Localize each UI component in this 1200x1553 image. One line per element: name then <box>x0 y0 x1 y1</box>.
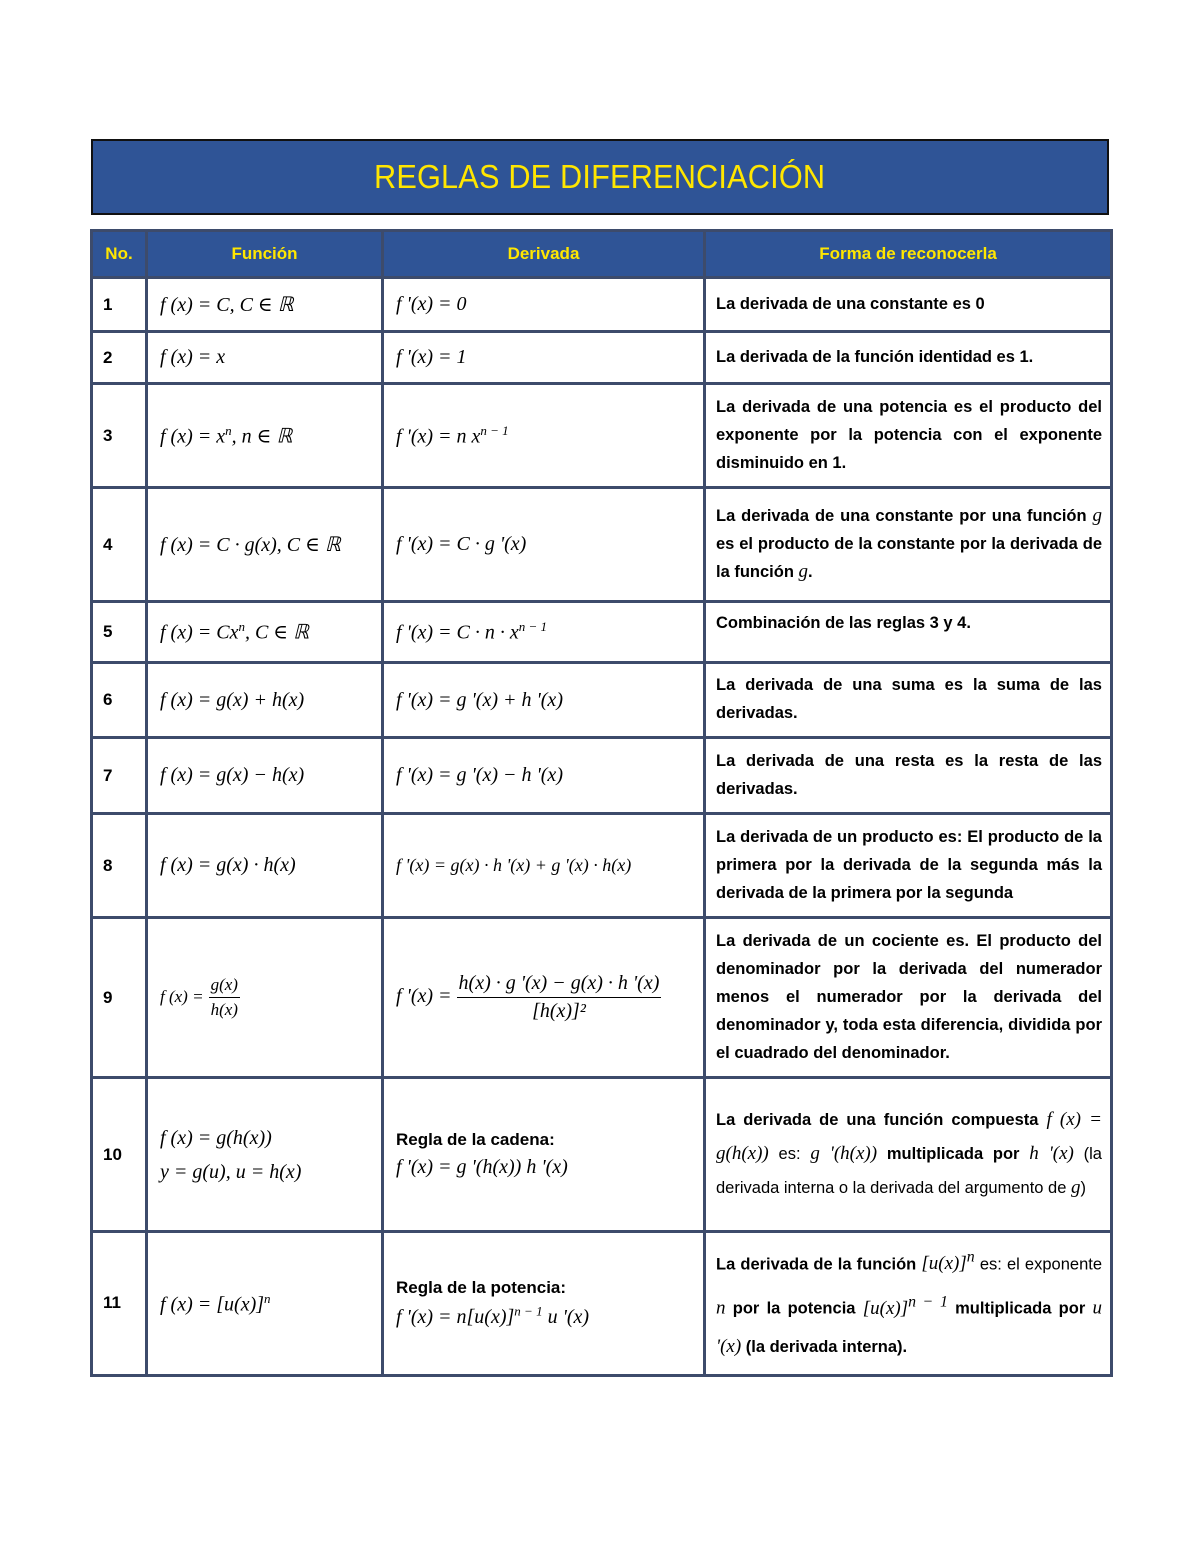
fraction: $\frac{h(x) \cdot g '(x) - g(x) \cdot h '(x)}{\text{[h(x)]²}}$ <box>458 972 660 1022</box>
fraction: $\frac{g(x)}{h(x)}$ <box>210 975 238 1019</box>
recognition-cell: La derivada de un producto es: El producto de la primera por la derivada de la segunda más la derivada de la primera por la segunda <box>705 814 1112 918</box>
header-no: No. <box>92 231 147 278</box>
function-cell: f (x) = $\frac{g(x)}{h(x)}$ <box>147 918 383 1078</box>
header-derivada: Derivada <box>383 231 705 278</box>
recognition-cell: La derivada de una potencia es el producto del exponente por la potencia con el exponente disminuido en 1. <box>705 384 1112 488</box>
table-row <box>92 814 1112 918</box>
chain-rule-label: Regla de la cadena: <box>396 1130 555 1149</box>
row-number: 3 <box>92 384 147 488</box>
table-row <box>92 332 1112 384</box>
function-cell: f (x) = g(x) + h(x) <box>147 663 383 738</box>
row-number: 5 <box>92 602 147 663</box>
table-row <box>92 1232 1112 1376</box>
derivative-cell: f '$(x) = C \cdot n \cdot x^{n - 1}$ <box>383 602 705 663</box>
function-cell: f (x) = g(x) · h(x) <box>147 814 383 918</box>
table-row <box>92 1078 1112 1232</box>
function-cell: f $(x) = x^n$, n ∈ ℝ <box>147 384 383 488</box>
table-row <box>92 602 1112 663</box>
table-row <box>92 918 1112 1078</box>
table-header-row <box>92 231 1112 278</box>
derivative-cell: f '(x) = C · g '(x) <box>383 488 705 602</box>
recognition-cell: La derivada de una función compuesta f (x) = g(h(x)) es: g '(h(x)) multiplicada por h '(x) (la derivada interna o la derivada del argumento de g) <box>705 1078 1112 1232</box>
power-rule-label: Regla de la potencia: <box>396 1277 567 1297</box>
derivative-cell: f '(x) = g '(x) − h '(x) <box>383 738 705 814</box>
row-number: 2 <box>92 332 147 384</box>
function-cell: f (x) = g(h(x)) y = g(u), u = h(x) <box>147 1078 383 1232</box>
row-number: 7 <box>92 738 147 814</box>
row-number: 8 <box>92 814 147 918</box>
derivative-cell: f '(x) = 1 <box>383 332 705 384</box>
derivative-cell: f '(x) = g '(x) + h '(x) <box>383 663 705 738</box>
title-banner <box>91 139 1109 215</box>
row-number: 10 <box>92 1078 147 1232</box>
row-number: 1 <box>92 278 147 332</box>
recognition-cell: La derivada de una constante por una función g es el producto de la constante por la derivada de la función g. <box>705 488 1112 602</box>
rules-table <box>90 229 1113 1377</box>
function-cell: f $(x) = [u(x)]^n$ <box>147 1232 383 1376</box>
recognition-cell: La derivada de la función identidad es 1. <box>705 332 1112 384</box>
table-row <box>92 384 1112 488</box>
recognition-cell: La derivada de la función $[u(x)]^n$ es: el exponente n por la potencia $[u(x)]^{n - 1}$ multiplicada por u '(x) (la derivada interna). <box>705 1232 1112 1376</box>
header-funcion: Función <box>147 231 383 278</box>
function-cell: f (x) = g(x) − h(x) <box>147 738 383 814</box>
function-cell: f (x) = C · g(x), C ∈ ℝ <box>147 488 383 602</box>
derivative-cell: f '(x) = g(x) · h '(x) + g '(x) · h(x) <box>383 814 705 918</box>
table-row <box>92 663 1112 738</box>
recognition-cell: La derivada de una suma es la suma de las derivadas. <box>705 663 1112 738</box>
row-number: 9 <box>92 918 147 1078</box>
row-number: 11 <box>92 1232 147 1376</box>
derivative-cell: f '(x) = $\frac{h(x) \cdot g '(x) - g(x) \cdot h '(x)}{\text{[h(x)]²}}$ <box>383 918 705 1078</box>
function-cell: f (x) = x <box>147 332 383 384</box>
header-forma: Forma de reconocerla <box>705 231 1112 278</box>
row-number: 6 <box>92 663 147 738</box>
table-row <box>92 488 1112 602</box>
recognition-cell: La derivada de una constante es 0 <box>705 278 1112 332</box>
function-cell: f (x) = C, C ∈ ℝ <box>147 278 383 332</box>
recognition-cell: La derivada de un cociente es. El producto del denominador por la derivada del numerador menos el numerador por la derivada del denominador y, toda esta diferencia, dividida por el cuadrado del denominador. <box>705 918 1112 1078</box>
table-row <box>92 738 1112 814</box>
table-row <box>92 278 1112 332</box>
derivative-cell: f '(x) = 0 <box>383 278 705 332</box>
derivative-cell: f '(x) = n $x^{n - 1}$ <box>383 384 705 488</box>
row-number: 4 <box>92 488 147 602</box>
recognition-cell: Combinación de las reglas 3 y 4. <box>705 602 1112 663</box>
derivative-cell: Regla de la potencia: f '$(x) = n[u(x)]^{n - 1}$ u '(x) <box>383 1232 705 1376</box>
derivative-cell: Regla de la cadena: f '(x) = g '(h(x)) h '(x) <box>383 1078 705 1232</box>
page-title: REGLAS DE DIFERENCIACIÓN <box>374 158 826 195</box>
function-cell: f $(x) = Cx^n$, C ∈ ℝ <box>147 602 383 663</box>
recognition-cell: La derivada de una resta es la resta de las derivadas. <box>705 738 1112 814</box>
